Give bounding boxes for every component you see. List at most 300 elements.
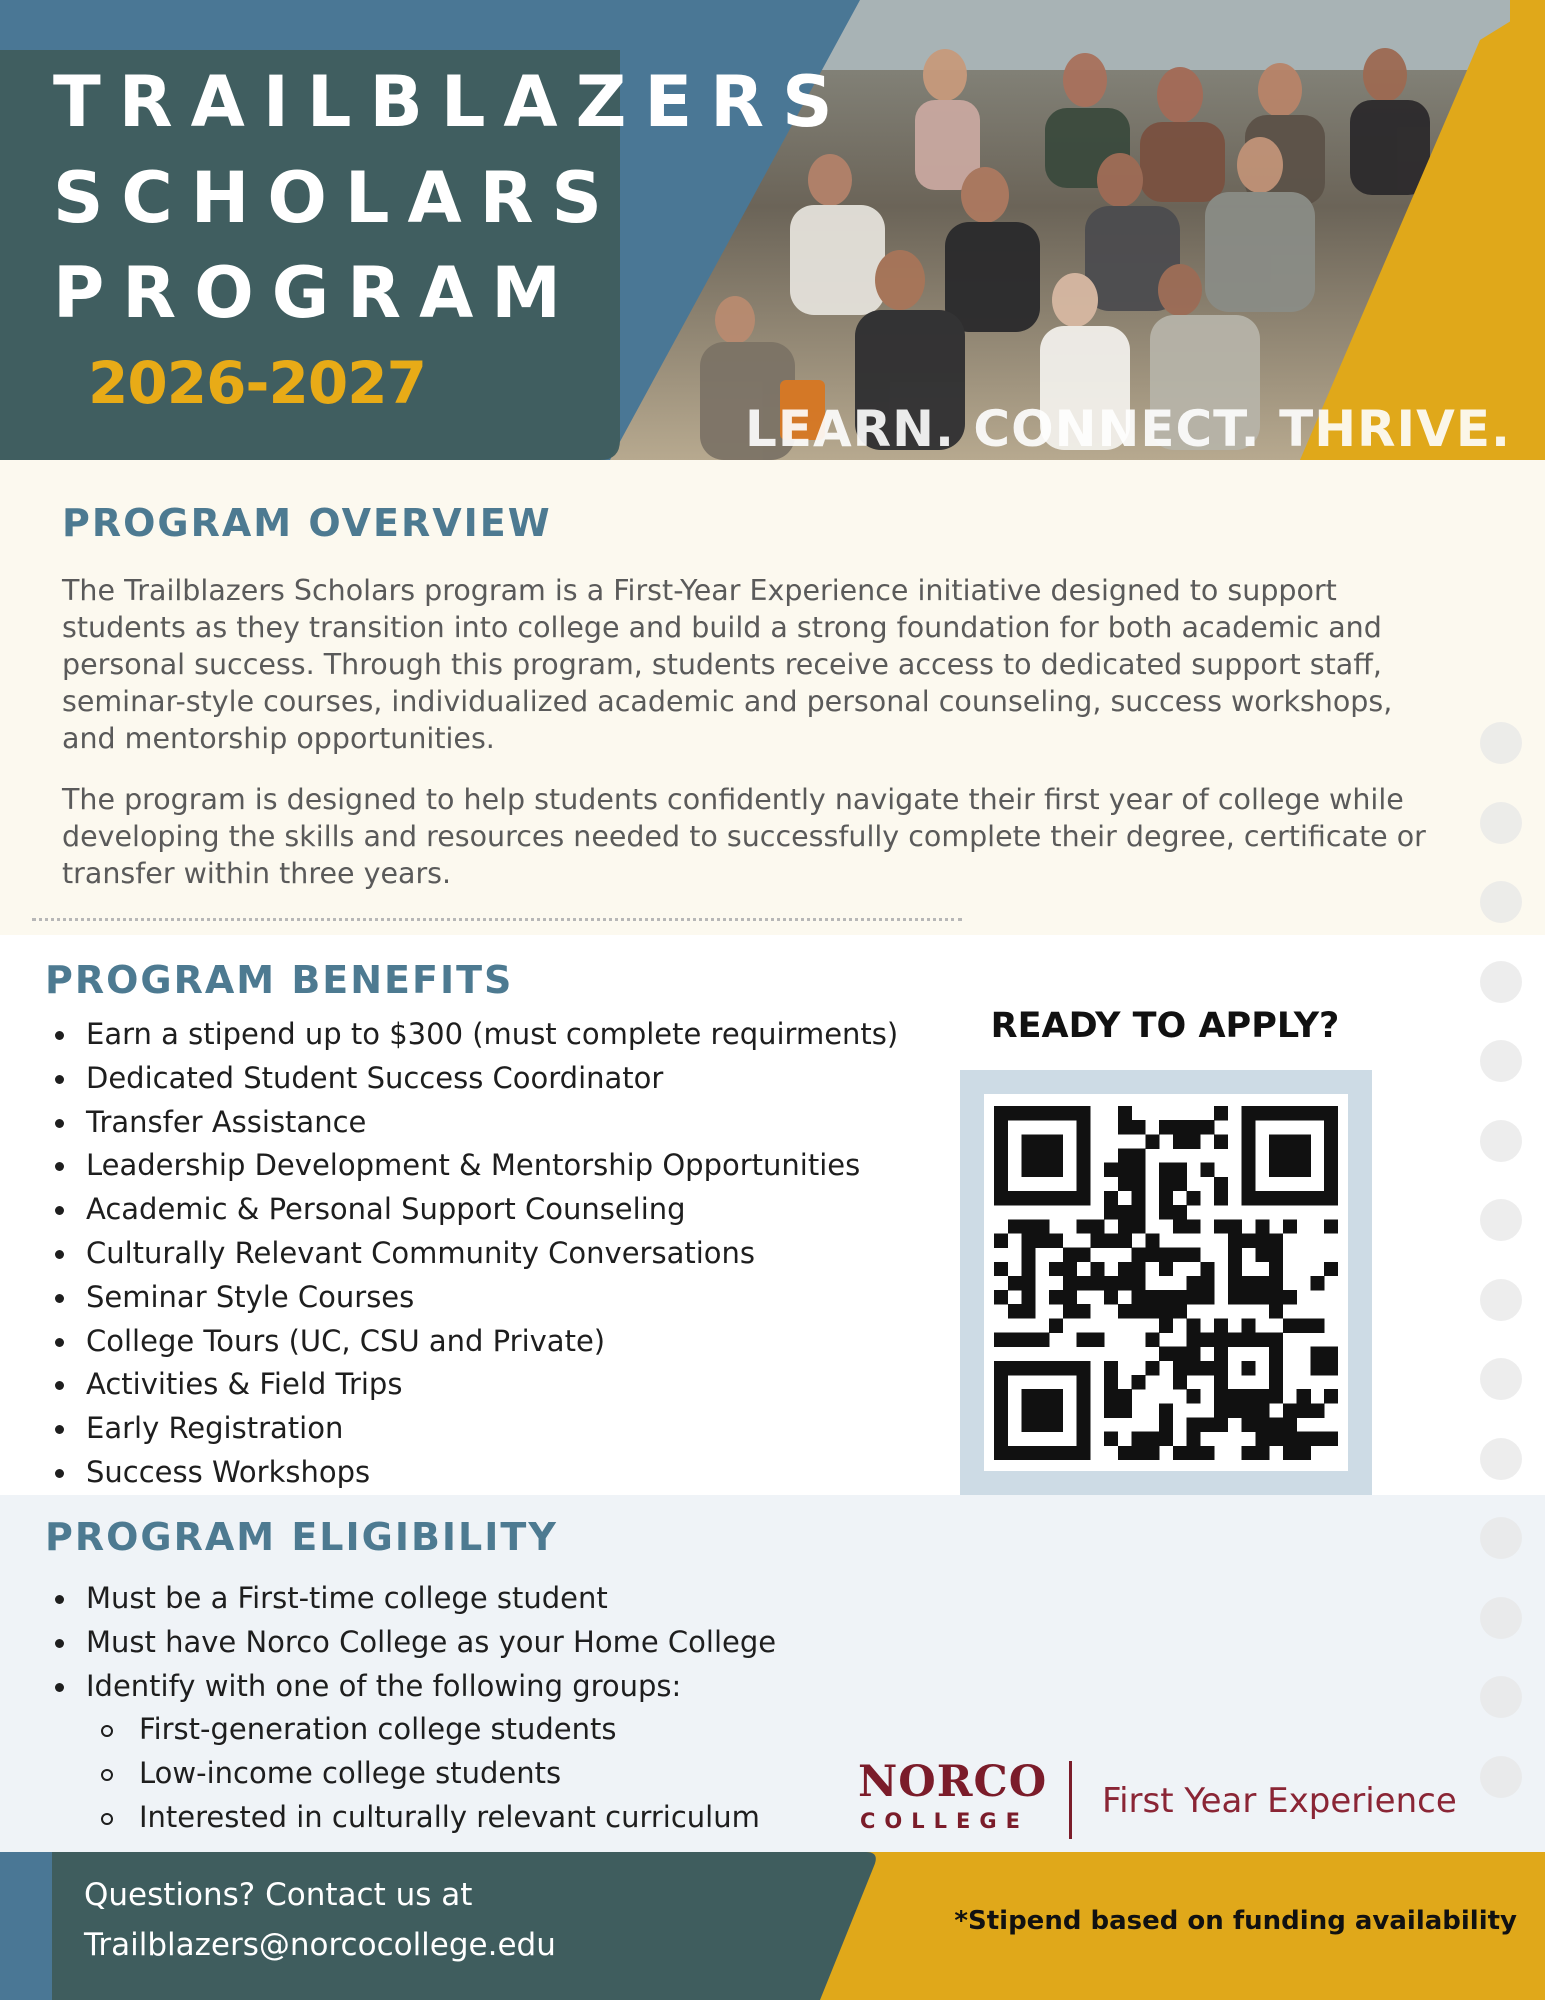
qr-module (1242, 1177, 1256, 1191)
qr-module (1049, 1148, 1063, 1162)
qr-module (1132, 1163, 1146, 1177)
qr-module (1324, 1134, 1338, 1148)
qr-module (1077, 1191, 1091, 1205)
qr-module (1159, 1418, 1173, 1432)
program-year: 2026-2027 (88, 349, 426, 417)
qr-module (1077, 1403, 1091, 1417)
stipend-note: *Stipend based on funding availability (954, 1906, 1517, 1936)
qr-module (1118, 1233, 1132, 1247)
qr-module (994, 1389, 1008, 1403)
qr-module (1283, 1148, 1297, 1162)
group-text: Interested in culturally relevant curriculum (139, 1799, 760, 1834)
list-item (86, 1752, 760, 1796)
qr-module (994, 1262, 1008, 1276)
benefit-text: Activities & Field Trips (86, 1367, 403, 1402)
qr-module (1049, 1262, 1063, 1276)
qr-module (1324, 1262, 1338, 1276)
bullet-icon (55, 1250, 64, 1259)
qr-module (1132, 1120, 1146, 1134)
qr-module (1077, 1177, 1091, 1191)
qr-module (1242, 1361, 1256, 1375)
qr-module (1132, 1148, 1146, 1162)
qr-module (1228, 1403, 1242, 1417)
qr-module (1187, 1276, 1201, 1290)
qr-module (1173, 1347, 1187, 1361)
qr-module (1173, 1248, 1187, 1262)
qr-module (1200, 1290, 1214, 1304)
list-item (46, 1665, 776, 1709)
circle-bullet-icon (101, 1769, 113, 1781)
qr-module (1324, 1163, 1338, 1177)
qr-module (1077, 1134, 1091, 1148)
qr-module (1173, 1134, 1187, 1148)
qr-module (1214, 1389, 1228, 1403)
qr-module (1132, 1375, 1146, 1389)
qr-module (1104, 1432, 1118, 1446)
qr-module (1104, 1290, 1118, 1304)
bullet-icon (55, 1425, 64, 1434)
qr-module (1132, 1262, 1146, 1276)
qr-module (1077, 1304, 1091, 1318)
qr-module (1049, 1389, 1063, 1403)
qr-module (1104, 1403, 1118, 1417)
qr-module (1297, 1191, 1311, 1205)
qr-module (1324, 1106, 1338, 1120)
qr-module (1228, 1248, 1242, 1262)
qr-module (1022, 1106, 1036, 1120)
qr-module (994, 1106, 1008, 1120)
qr-module (1214, 1106, 1228, 1120)
qr-module (1228, 1276, 1242, 1290)
qr-module (1118, 1106, 1132, 1120)
qr-module (1077, 1333, 1091, 1347)
qr-module (1118, 1219, 1132, 1233)
circle-bullet-icon (101, 1725, 113, 1737)
qr-module (1022, 1219, 1036, 1233)
qr-module (1200, 1262, 1214, 1276)
qr-module (994, 1418, 1008, 1432)
qr-module (1187, 1248, 1201, 1262)
qr-module (1187, 1418, 1201, 1432)
qr-module (1035, 1219, 1049, 1233)
benefit-text: Earn a stipend up to $300 (must complete requirments) (86, 1017, 899, 1051)
qr-module (1063, 1304, 1077, 1318)
qr-module (1118, 1389, 1132, 1403)
qr-module (1063, 1446, 1077, 1460)
qr-module (1049, 1318, 1063, 1332)
qr-module (1173, 1219, 1187, 1233)
qr-module (1242, 1134, 1256, 1148)
qr-module (1297, 1432, 1311, 1446)
qr-module (1310, 1361, 1324, 1375)
qr-module (1118, 1120, 1132, 1134)
qr-code-icon[interactable] (994, 1106, 1338, 1460)
qr-module (1104, 1163, 1118, 1177)
qr-module (1242, 1106, 1256, 1120)
logo-program-name: First Year Experience (1102, 1781, 1457, 1821)
qr-module (1035, 1403, 1049, 1417)
qr-module (1269, 1163, 1283, 1177)
qr-module (1159, 1403, 1173, 1417)
qr-module (1269, 1418, 1283, 1432)
qr-module (1269, 1148, 1283, 1162)
qr-module (1187, 1219, 1201, 1233)
qr-module (1077, 1276, 1091, 1290)
qr-module (1269, 1432, 1283, 1446)
qr-module (1310, 1191, 1324, 1205)
qr-module (1077, 1248, 1091, 1262)
bullet-icon (55, 1683, 64, 1692)
list-item (46, 1577, 776, 1621)
qr-module (1187, 1446, 1201, 1460)
circle-bullet-icon (101, 1813, 113, 1825)
qr-module (1132, 1205, 1146, 1219)
qr-module (1159, 1262, 1173, 1276)
qr-module (1145, 1290, 1159, 1304)
qr-module (1077, 1361, 1091, 1375)
contact-info (84, 1870, 556, 1970)
logo-divider (1069, 1761, 1072, 1839)
qr-module (1077, 1432, 1091, 1446)
qr-module (1118, 1163, 1132, 1177)
benefit-text: Seminar Style Courses (86, 1279, 415, 1314)
qr-module (1145, 1333, 1159, 1347)
qr-module (1159, 1347, 1173, 1361)
qr-module (1255, 1248, 1269, 1262)
qr-module (1255, 1432, 1269, 1446)
qr-module (1077, 1106, 1091, 1120)
qr-module (1132, 1304, 1146, 1318)
qr-module (1063, 1262, 1077, 1276)
qr-module (1269, 1134, 1283, 1148)
eligibility-section (0, 1495, 1545, 1855)
qr-module (1214, 1191, 1228, 1205)
qr-module (1132, 1191, 1146, 1205)
qr-module (1049, 1290, 1063, 1304)
eligibility-list (46, 1577, 776, 1708)
eligibility-text: Identify with one of the following groups: (86, 1668, 682, 1703)
qr-module (1324, 1148, 1338, 1162)
qr-module (1049, 1233, 1063, 1247)
qr-module (1283, 1446, 1297, 1460)
qr-module (1022, 1191, 1036, 1205)
qr-module (1049, 1134, 1063, 1148)
qr-module (1297, 1134, 1311, 1148)
qr-module (1255, 1276, 1269, 1290)
qr-module (1118, 1177, 1132, 1191)
qr-module (1145, 1446, 1159, 1460)
qr-module (1022, 1262, 1036, 1276)
qr-module (1200, 1361, 1214, 1375)
qr-module (1214, 1347, 1228, 1361)
list-item (46, 1363, 898, 1407)
qr-module (1297, 1148, 1311, 1162)
qr-module (1035, 1134, 1049, 1148)
qr-module (1049, 1403, 1063, 1417)
list-item (46, 1451, 898, 1495)
qr-module (1297, 1106, 1311, 1120)
qr-module (1242, 1389, 1256, 1403)
qr-module (994, 1432, 1008, 1446)
qr-module (1159, 1163, 1173, 1177)
qr-module (1283, 1432, 1297, 1446)
qr-module (1310, 1347, 1324, 1361)
qr-module (1242, 1403, 1256, 1417)
qr-module (994, 1148, 1008, 1162)
qr-module (1200, 1446, 1214, 1460)
list-item (46, 1013, 898, 1057)
qr-module (1242, 1276, 1256, 1290)
qr-module (994, 1191, 1008, 1205)
benefits-heading: PROGRAM BENEFITS (45, 958, 514, 1002)
qr-module (1104, 1205, 1118, 1219)
qr-module (1173, 1446, 1187, 1460)
qr-module (1008, 1304, 1022, 1318)
qr-module (1173, 1205, 1187, 1219)
qr-module (1242, 1318, 1256, 1332)
qr-module (1022, 1361, 1036, 1375)
list-item (46, 1232, 898, 1276)
qr-module (1049, 1418, 1063, 1432)
qr-module (1255, 1403, 1269, 1417)
qr-module (1118, 1276, 1132, 1290)
overview-section (0, 460, 1545, 935)
qr-module (1118, 1205, 1132, 1219)
qr-module (1145, 1248, 1159, 1262)
qr-module (1063, 1106, 1077, 1120)
qr-module (1187, 1361, 1201, 1375)
qr-module (1242, 1233, 1256, 1247)
qr-module (1008, 1333, 1022, 1347)
qr-module (1283, 1191, 1297, 1205)
benefit-text: Transfer Assistance (86, 1104, 367, 1139)
qr-module (1242, 1120, 1256, 1134)
qr-module (1104, 1375, 1118, 1389)
qr-module (1077, 1389, 1091, 1403)
qr-module (1242, 1191, 1256, 1205)
qr-module (994, 1120, 1008, 1134)
qr-module (1090, 1219, 1104, 1233)
qr-module (1022, 1418, 1036, 1432)
qr-module (1022, 1333, 1036, 1347)
qr-module (1255, 1446, 1269, 1460)
qr-module (1228, 1233, 1242, 1247)
qr-module (1008, 1191, 1022, 1205)
qr-module (1173, 1163, 1187, 1177)
list-item (86, 1796, 760, 1840)
qr-module (1022, 1148, 1036, 1162)
qr-module (1310, 1432, 1324, 1446)
qr-module (1297, 1403, 1311, 1417)
qr-module (1200, 1276, 1214, 1290)
bullet-icon (55, 1338, 64, 1347)
qr-module (1269, 1276, 1283, 1290)
qr-module (1200, 1120, 1214, 1134)
qr-module (1022, 1134, 1036, 1148)
qr-module (1228, 1262, 1242, 1276)
qr-module (994, 1375, 1008, 1389)
qr-module (1242, 1148, 1256, 1162)
qr-module (1063, 1248, 1077, 1262)
qr-module (1187, 1318, 1201, 1332)
group-text: First-generation college students (139, 1712, 617, 1746)
overview-paragraph-1: The Trailblazers Scholars program is a First-Year Experience initiative designed to support students as they transition into college and build a strong foundation for both academic and personal success. Through this program, students receive access to dedicated support staff, seminar-style courses, individualized academic and personal counseling, success workshops, and mentorship opportunities. (62, 574, 1393, 755)
qr-module (1077, 1120, 1091, 1134)
qr-module (1228, 1290, 1242, 1304)
qr-module (1228, 1219, 1242, 1233)
qr-module (1173, 1177, 1187, 1191)
qr-module (1242, 1333, 1256, 1347)
qr-module (1283, 1134, 1297, 1148)
qr-module (1118, 1446, 1132, 1460)
benefit-text: Leadership Development & Mentorship Opportunities (86, 1148, 861, 1183)
qr-module (1283, 1418, 1297, 1432)
list-item (46, 1057, 898, 1101)
qr-module (1214, 1375, 1228, 1389)
qr-module (1008, 1106, 1022, 1120)
qr-module (1269, 1248, 1283, 1262)
list-item (46, 1407, 898, 1451)
qr-module (1173, 1120, 1187, 1134)
apply-heading: READY TO APPLY? (990, 1006, 1340, 1046)
bullet-icon (55, 1162, 64, 1171)
qr-module (1269, 1361, 1283, 1375)
qr-module (1200, 1418, 1214, 1432)
qr-module (1077, 1418, 1091, 1432)
qr-module (1145, 1233, 1159, 1247)
qr-module (1077, 1148, 1091, 1162)
qr-module (1145, 1134, 1159, 1148)
bullet-icon (55, 1119, 64, 1128)
qr-module (1104, 1276, 1118, 1290)
qr-module (1077, 1163, 1091, 1177)
bullet-icon (55, 1595, 64, 1604)
benefit-text: Success Workshops (86, 1454, 371, 1489)
eligibility-heading: PROGRAM ELIGIBILITY (45, 1515, 558, 1559)
qr-module (1187, 1134, 1201, 1148)
bullet-icon (55, 1031, 64, 1040)
qr-module (994, 1403, 1008, 1417)
qr-module (1269, 1333, 1283, 1347)
qr-module (1145, 1361, 1159, 1375)
list-item (46, 1188, 898, 1232)
qr-module (1173, 1375, 1187, 1389)
eligibility-text: Must be a First-time college student (86, 1581, 608, 1615)
qr-module (1035, 1233, 1049, 1247)
qr-module (1297, 1318, 1311, 1332)
qr-module (1063, 1290, 1077, 1304)
qr-module (1090, 1276, 1104, 1290)
qr-module (1145, 1432, 1159, 1446)
qr-module (1324, 1361, 1338, 1375)
list-item (46, 1320, 898, 1364)
qr-module (1283, 1219, 1297, 1233)
qr-module (1022, 1403, 1036, 1417)
qr-module (994, 1163, 1008, 1177)
qr-module (1022, 1276, 1036, 1290)
qr-module (1242, 1163, 1256, 1177)
qr-module (1132, 1290, 1146, 1304)
benefit-text: College Tours (UC, CSU and Private) (86, 1323, 606, 1358)
qr-module (1132, 1432, 1146, 1446)
qr-module (1269, 1290, 1283, 1304)
qr-module (1104, 1361, 1118, 1375)
qr-module (1310, 1403, 1324, 1417)
qr-module (1035, 1446, 1049, 1460)
qr-module (1324, 1191, 1338, 1205)
qr-module (1008, 1361, 1022, 1375)
eligibility-groups-list (86, 1708, 760, 1839)
overview-paragraph-2: The program is designed to help students confidently navigate their first year of college while developing the skills and resources needed to successfully complete their degree, certificate or transfer within three years. (62, 783, 1426, 890)
bullet-icon (55, 1469, 64, 1478)
qr-module (1214, 1333, 1228, 1347)
qr-module (1214, 1403, 1228, 1417)
qr-module (1077, 1446, 1091, 1460)
list-item (86, 1708, 760, 1752)
qr-module (1159, 1120, 1173, 1134)
contact-email-link[interactable]: Trailblazers@norcocollege.edu (84, 1927, 556, 1963)
qr-module (1269, 1389, 1283, 1403)
qr-module (1022, 1290, 1036, 1304)
qr-module (1090, 1333, 1104, 1347)
qr-module (1255, 1418, 1269, 1432)
qr-module (1173, 1361, 1187, 1375)
tagline: LEARN. CONNECT. THRIVE. (744, 400, 1511, 458)
qr-module (1063, 1191, 1077, 1205)
qr-module (1228, 1333, 1242, 1347)
overview-heading: PROGRAM OVERVIEW (62, 501, 552, 545)
norco-college-logo (855, 1757, 1455, 1847)
qr-module (1159, 1191, 1173, 1205)
qr-module (1310, 1276, 1324, 1290)
bullet-icon (55, 1639, 64, 1648)
qr-module (1310, 1318, 1324, 1332)
qr-module (1118, 1304, 1132, 1318)
qr-module (1187, 1347, 1201, 1361)
logo-wordmark: NORCO (858, 1757, 1048, 1807)
qr-module (1035, 1361, 1049, 1375)
qr-module (1187, 1191, 1201, 1205)
qr-module (1242, 1446, 1256, 1460)
qr-module (1255, 1233, 1269, 1247)
contact-line-1: Questions? Contact us at (84, 1877, 473, 1913)
qr-module (1269, 1233, 1283, 1247)
title-block (0, 50, 851, 422)
qr-module (1324, 1389, 1338, 1403)
bullet-icon (55, 1206, 64, 1215)
qr-module (1214, 1361, 1228, 1375)
qr-module (1022, 1248, 1036, 1262)
qr-module (1008, 1446, 1022, 1460)
benefits-section (0, 935, 1545, 1495)
benefit-text: Academic & Personal Support Counseling (86, 1192, 686, 1227)
qr-module (994, 1134, 1008, 1148)
qr-code-frame[interactable] (960, 1070, 1372, 1495)
qr-module (1077, 1375, 1091, 1389)
qr-module (1242, 1418, 1256, 1432)
qr-module (994, 1446, 1008, 1460)
qr-module (1159, 1318, 1173, 1332)
qr-module (1255, 1389, 1269, 1403)
qr-module (1269, 1304, 1283, 1318)
qr-module (994, 1177, 1008, 1191)
qr-module (1022, 1389, 1036, 1403)
qr-module (1159, 1177, 1173, 1191)
qr-module (1022, 1233, 1036, 1247)
group-text: Low-income college students (139, 1755, 562, 1790)
qr-module (1283, 1163, 1297, 1177)
qr-module (1132, 1276, 1146, 1290)
